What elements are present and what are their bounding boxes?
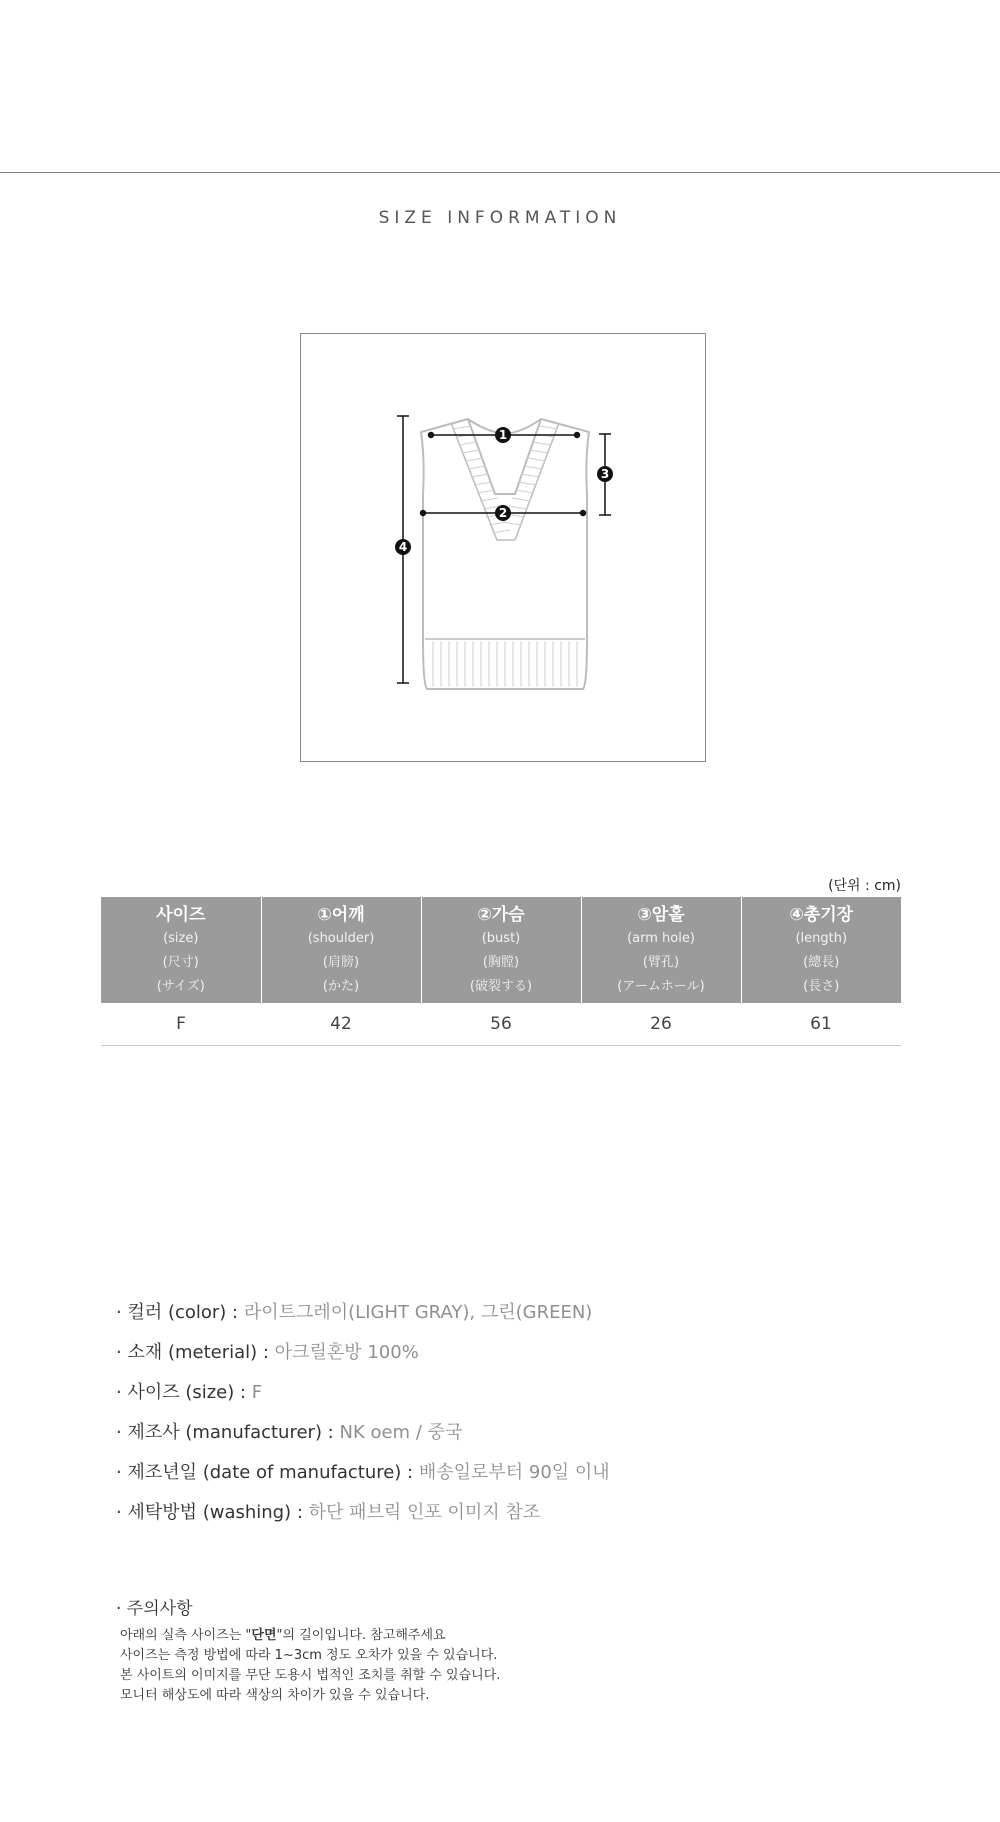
- unit-label: (단위 : cm): [828, 878, 901, 894]
- marker-length: [395, 539, 411, 555]
- info-value: NK oem / 중국: [339, 1422, 463, 1443]
- size-diagram: [300, 333, 706, 762]
- info-label: · 제조년일 (date of manufacture) :: [116, 1462, 419, 1483]
- notice-line: 사이즈는 측정 방법에 따라 1~3cm 정도 오차가 있을 수 있습니다.: [120, 1648, 498, 1663]
- header-sub: (arm hole): [627, 931, 695, 946]
- svg-text:4: 4: [398, 540, 408, 554]
- cell-armhole: 26: [581, 1003, 741, 1046]
- notice-body: [120, 1626, 500, 1706]
- info-value: 배송일로부터 90일 이내: [418, 1462, 610, 1483]
- info-label: · 소재 (meterial) :: [116, 1342, 275, 1363]
- header-main: ③암홀: [637, 905, 685, 925]
- top-divider: [0, 172, 1000, 173]
- header-shoulder: [261, 897, 421, 1003]
- cell-size: F: [101, 1003, 261, 1046]
- info-value: 아크릴혼방 100%: [274, 1342, 419, 1363]
- cell-bust: 56: [421, 1003, 581, 1046]
- header-sub: (總長): [803, 955, 840, 970]
- header-main: ④총기장: [789, 905, 854, 925]
- cell-shoulder: 42: [261, 1003, 421, 1046]
- info-value: F: [251, 1382, 263, 1403]
- table-row: [101, 1003, 901, 1046]
- header-sub: (アームホール): [617, 979, 705, 994]
- header-bust: [421, 897, 581, 1003]
- header-sub: (肩膀): [322, 955, 360, 970]
- header-sub: (bust): [481, 931, 521, 946]
- marker-shoulder: [495, 427, 511, 443]
- marker-bust: [495, 505, 511, 521]
- table-header-row: [101, 897, 901, 1003]
- header-sub: (臂孔): [642, 955, 680, 970]
- header-sub: (size): [163, 931, 199, 946]
- info-label: · 컬러 (color) :: [116, 1302, 244, 1323]
- notice-line: 본 사이트의 이미지를 무단 도용시 법적인 조치를 취할 수 있습니다.: [120, 1668, 501, 1683]
- header-sub: (かた): [322, 979, 360, 994]
- header-sub: (length): [795, 931, 848, 946]
- header-sub: (shoulder): [307, 931, 375, 946]
- header-sub: (長さ): [803, 979, 840, 994]
- header-main: ②가슴: [477, 905, 525, 925]
- info-value: 라이트그레이(LIGHT GRAY), 그린(GREEN): [243, 1302, 593, 1323]
- info-manufacturer: [116, 1418, 610, 1458]
- header-size: [101, 897, 261, 1003]
- header-sub: (尺寸): [162, 955, 199, 970]
- notice-line: 아래의 실측 사이즈는 "단면"의 길이입니다. 참고해주세요: [120, 1628, 446, 1643]
- header-length: [741, 897, 901, 1003]
- info-label: · 사이즈 (size) :: [116, 1382, 252, 1403]
- emphasis-text: 단면: [251, 1628, 277, 1643]
- header-armhole: [581, 897, 741, 1003]
- header-sub: (サイズ): [156, 979, 205, 994]
- page-title: SIZE INFORMATION: [378, 208, 622, 228]
- info-label: · 제조사 (manufacturer) :: [116, 1422, 340, 1443]
- svg-text:3: 3: [600, 467, 610, 481]
- product-info-list: [116, 1298, 610, 1538]
- header-main: ①어깨: [317, 905, 365, 925]
- info-washing: [116, 1498, 610, 1538]
- marker-armhole: [597, 466, 613, 482]
- cell-length: 61: [741, 1003, 901, 1046]
- svg-text:1: 1: [498, 428, 508, 442]
- size-table: [101, 897, 901, 1046]
- info-size: [116, 1378, 610, 1418]
- notice-title: · 주의사항: [116, 1599, 193, 1619]
- info-manufacture-date: [116, 1458, 610, 1498]
- info-label: · 세탁방법 (washing) :: [116, 1502, 309, 1523]
- header-main: 사이즈: [156, 905, 206, 925]
- info-value: 하단 패브릭 인포 이미지 참조: [308, 1502, 541, 1523]
- header-sub: (胸膛): [482, 955, 520, 970]
- info-material: [116, 1338, 610, 1378]
- info-color: [116, 1298, 610, 1338]
- header-sub: (破裂する): [469, 979, 533, 994]
- notice-line: 모니터 해상도에 따라 색상의 차이가 있을 수 있습니다.: [120, 1688, 430, 1703]
- svg-text:2: 2: [498, 506, 508, 520]
